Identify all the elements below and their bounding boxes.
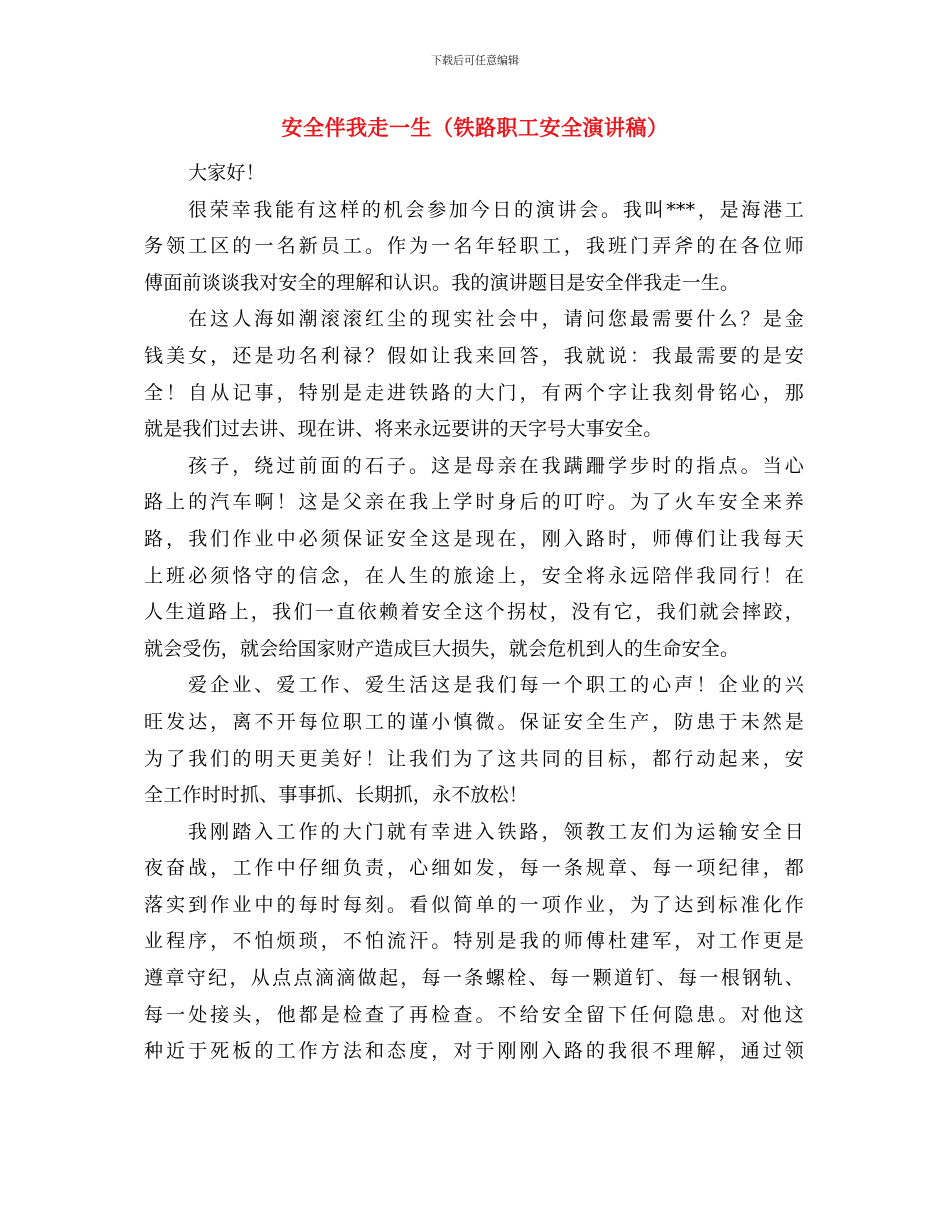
text-line: 全工作时时抓、事事抓、长期抓，永不放松！ (144, 784, 529, 807)
text-line: 很荣幸我能有这样的机会参加今日的演讲会。我叫***，是海港工 (188, 198, 804, 221)
text-line: 种近于死板的工作方法和态度，对于刚刚入路的我很不理解，通过领 (144, 1040, 804, 1063)
text-line: 人生道路上，我们一直依赖着安全这个拐杖，没有它，我们就会摔跤， (144, 601, 804, 624)
text-line: 路，我们作业中必须保证安全这是现在，刚入路时，师傅们让我每天 (144, 527, 804, 550)
text-line: 就会受伤，就会给国家财产造成巨大损失，就会危机到人的生命安全。 (144, 637, 740, 660)
text-line: 钱美女，还是功名利禄？假如让我来回答，我就说：我最需要的是安 (144, 344, 804, 367)
text-line: 孩子，绕过前面的石子。这是母亲在我蹒跚学步时的指点。当心 (188, 454, 804, 477)
text-line: 路上的汽车啊！这是父亲在我上学时身后的叮咛。为了火车安全来养 (144, 491, 804, 514)
text-line: 夜奋战，工作中仔细负责，心细如发，每一条规章、每一项纪律，都 (144, 857, 804, 880)
text-line: 业程序，不怕烦琐，不怕流汗。特别是我的师傅杜建军，对工作更是 (144, 930, 804, 953)
text-line: 我刚踏入工作的大门就有幸进入铁路，领教工友们为运输安全日 (188, 820, 804, 843)
text-line: 旺发达，离不开每位职工的谨小慎微。保证安全生产，防患于未然是 (144, 710, 804, 733)
document-body (144, 155, 804, 1070)
text-line: 落实到作业中的每时每刻。看似简单的一项作业，为了达到标准化作 (144, 893, 804, 916)
document-title: 安全伴我走一生（铁路职工安全演讲稿） (281, 115, 669, 140)
text-line: 全！自从记事，特别是走进铁路的大门，有两个字让我刻骨铭心，那 (144, 381, 804, 404)
text-line: 爱企业、爱工作、爱生活这是我们每一个职工的心声！企业的兴 (188, 674, 804, 697)
text-line: 上班必须恪守的信念，在人生的旅途上，安全将永远陪伴我同行！在 (144, 564, 804, 587)
text-line: 每一处接头，他都是检查了再检查。不给安全留下任何隐患。对他这 (144, 1003, 804, 1026)
text-line: 务领工区的一名新员工。作为一名年轻职工，我班门弄斧的在各位师 (144, 235, 804, 258)
text-line: 就是我们过去讲、现在讲、将来永远要讲的天字号大事安全。 (144, 418, 663, 441)
text-line: 为了我们的明天更美好！让我们为了这共同的目标，都行动起来，安 (144, 747, 804, 770)
text-line: 大家好！ (188, 162, 265, 184)
text-line: 傅面前谈谈我对安全的理解和认识。我的演讲题目是安全伴我走一生。 (144, 271, 740, 294)
header-note: 下载后可任意编辑 (431, 54, 519, 67)
text-line: 遵章守纪，从点点滴滴做起，每一条螺栓、每一颗道钉、每一根钢轨、 (144, 967, 804, 990)
text-line: 在这人海如潮滚滚红尘的现实社会中，请问您最需要什么？是金 (188, 308, 804, 331)
